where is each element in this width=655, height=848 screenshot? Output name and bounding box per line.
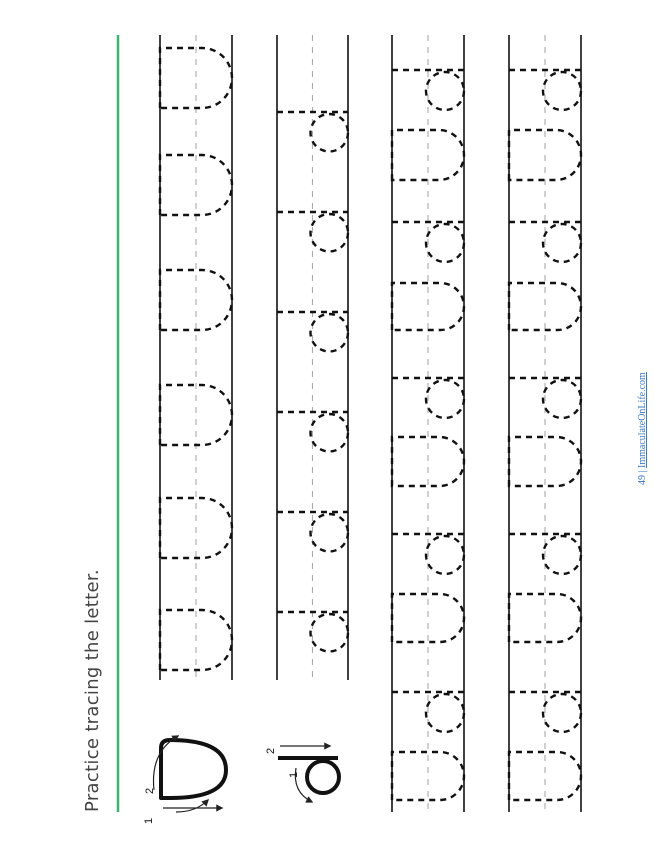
stroke-number-1: 1 [143,817,155,824]
footer-separator: | [637,470,648,473]
instruction-heading: Practice tracing the letter. [82,569,103,812]
tracing-lowercase-d-bowl [543,72,581,110]
stroke-number-1: 1 [288,771,300,778]
model-lowercase-d [265,746,339,802]
tracing-lowercase-d-bowl [426,694,464,732]
model-lowercase-d-bowl [307,761,339,793]
tracing-lowercase-d-bowl [426,536,464,574]
page-number: 49 [637,475,648,485]
tracing-lowercase-d-bowl [543,536,581,574]
stroke-number-2: 2 [144,787,156,794]
practice-row [509,35,581,812]
tracing-lowercase-d-bowl [426,380,464,418]
model-uppercase-d [143,736,226,824]
tracing-lowercase-d-bowl [426,224,464,262]
practice-row [277,35,348,680]
tracing-lowercase-d-bowl [311,414,349,452]
tracing-lowercase-d-bowl [543,380,581,418]
site-link[interactable]: ImmaculateOnLife.com [637,372,648,468]
page-footer [637,372,648,485]
practice-row [160,35,232,680]
tracing-lowercase-d-bowl [311,214,349,252]
tracing-lowercase-d-bowl [311,314,349,352]
stroke-number-2: 2 [265,747,277,754]
tracing-lowercase-d-bowl [311,114,349,152]
tracing-lowercase-d-bowl [543,694,581,732]
practice-row [392,35,464,812]
tracing-lowercase-d-bowl [543,224,581,262]
model-uppercase-d-letter [161,740,226,798]
tracing-lowercase-d-bowl [311,514,349,552]
tracing-lowercase-d-bowl [311,614,349,652]
practice-rows [160,35,581,812]
tracing-lowercase-d-bowl [426,72,464,110]
